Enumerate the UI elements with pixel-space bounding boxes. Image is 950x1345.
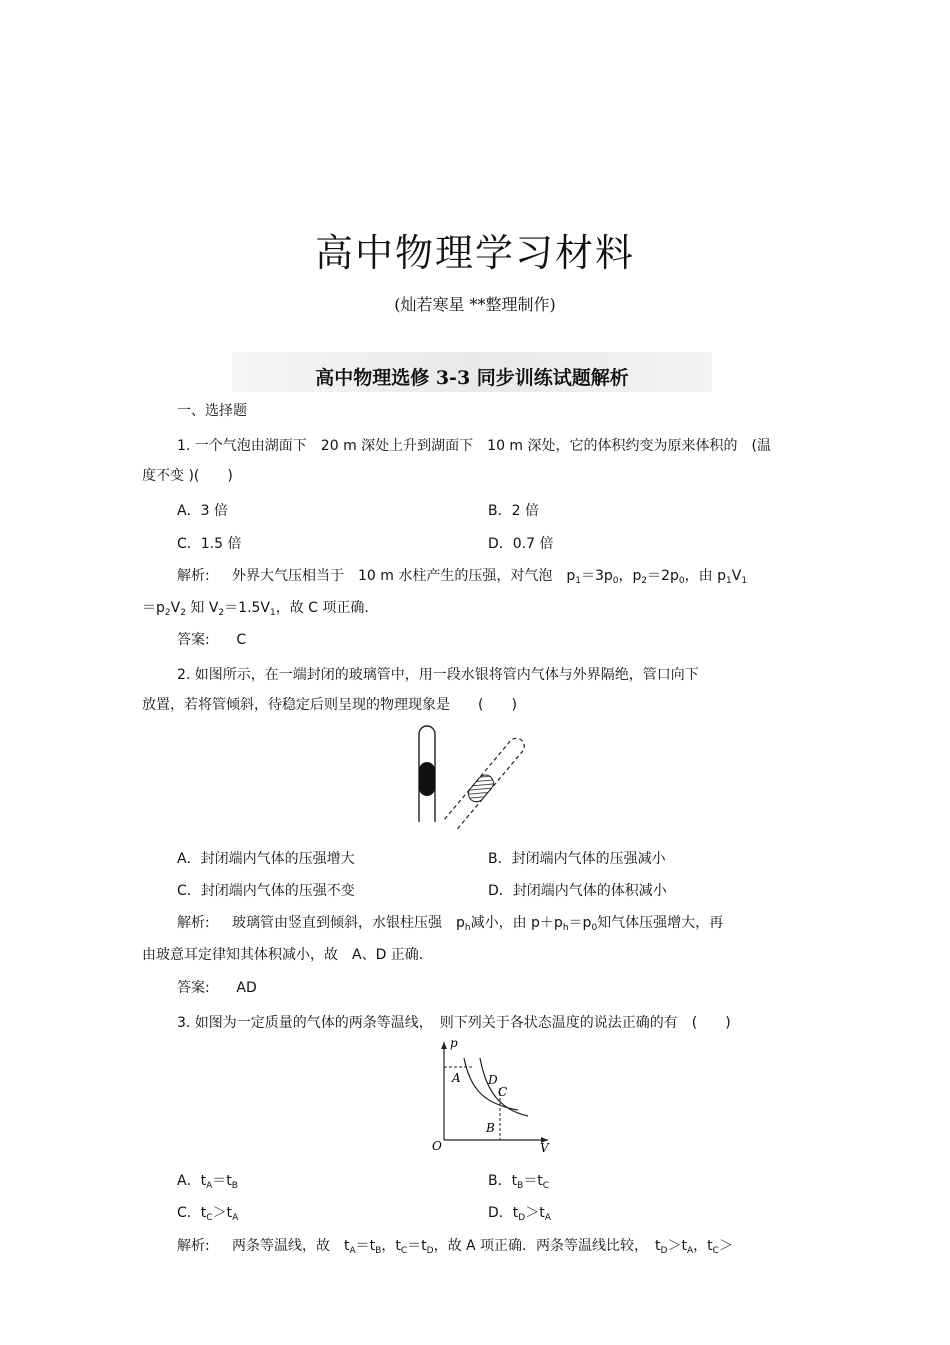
sub: 0 xyxy=(591,923,598,933)
text: ＞t xyxy=(212,1205,233,1221)
sub: h xyxy=(464,923,471,933)
isotherm-graph xyxy=(428,1036,558,1154)
label-c: C xyxy=(498,1085,508,1099)
text: ，故 A 项正确．两条等温线比较， t xyxy=(433,1238,661,1254)
q1-analysis-line1 xyxy=(177,565,747,586)
p-axis-arrow xyxy=(441,1042,447,1049)
analysis-label: 解析: xyxy=(177,1238,210,1254)
sub: 1 xyxy=(741,576,748,586)
label-b: B xyxy=(486,1121,495,1135)
text: ＞ xyxy=(718,1238,733,1254)
text: V xyxy=(731,568,742,584)
q1-analysis-line2 xyxy=(142,597,369,618)
q1-option-a: A．3 倍 xyxy=(177,503,228,519)
answer-value: AD xyxy=(236,980,257,996)
sub: A xyxy=(686,1246,694,1256)
text: B．t xyxy=(488,1173,518,1189)
sub: 2 xyxy=(218,608,225,618)
text: ＞t xyxy=(667,1238,687,1254)
analysis-label: 解析: xyxy=(177,568,210,584)
sub: A xyxy=(349,1246,356,1256)
text: 减小，由 p＋p xyxy=(470,915,563,931)
mercury-column-vertical xyxy=(419,762,435,796)
sub: B xyxy=(231,1181,238,1191)
sub: C xyxy=(400,1246,408,1256)
tilted-tube xyxy=(445,735,528,830)
sub: 1 xyxy=(726,576,732,586)
sub: A xyxy=(206,1181,213,1191)
sub: C xyxy=(712,1246,719,1256)
text: 外界大气压相当于 10 m 水柱产生的压强，对气泡 p xyxy=(231,568,576,584)
q3-option-a xyxy=(177,1170,238,1191)
sub: C xyxy=(542,1181,550,1191)
text: ，由 p xyxy=(684,568,726,584)
sub: D xyxy=(518,1213,526,1223)
q3-option-b xyxy=(488,1170,549,1191)
q1-option-c: C．1.5 倍 xyxy=(177,536,242,552)
q3-option-d xyxy=(488,1202,551,1223)
sub: 2 xyxy=(641,576,648,586)
q3-stem: 3. 如图为一定质量的气体的两条等温线， 则下列关于各状态温度的说法正确的有 ( ) xyxy=(177,1015,731,1031)
text: ，p xyxy=(618,568,642,584)
sub: 0 xyxy=(612,576,619,586)
text: ＞t xyxy=(525,1205,545,1221)
q1-stem-line1: 1. 一个气泡由湖面下 20 m 深处上升到湖面下 10 m 深处，它的体积约变为原来体积的 (温 xyxy=(177,438,771,454)
banner-title: 高中物理选修 3-3 同步训练试题解析 xyxy=(315,367,629,389)
text: ＝2p xyxy=(647,568,679,584)
text: 两条等温线，故 t xyxy=(231,1238,350,1254)
q2-stem-line1: 2. 如图所示，在一端封闭的玻璃管中，用一段水银将管内气体与外界隔绝，管口向下 xyxy=(177,667,699,683)
sub: B xyxy=(375,1246,382,1256)
q2-option-b: B．封闭端内气体的压强减小 xyxy=(488,851,666,867)
sub: h xyxy=(562,923,569,933)
q3-option-c xyxy=(177,1202,238,1223)
q2-option-a: A．封闭端内气体的压强增大 xyxy=(177,851,355,867)
q2-option-c: C．封闭端内气体的压强不变 xyxy=(177,883,355,899)
text: ＝1.5V xyxy=(224,600,270,616)
analysis-label: 解析: xyxy=(177,915,210,931)
sub: 2 xyxy=(164,608,171,618)
q2-answer xyxy=(177,977,257,997)
sub: 2 xyxy=(180,608,186,618)
sub: 0 xyxy=(678,576,685,586)
section-heading: 一、选择题 xyxy=(177,403,247,419)
text: ＝t xyxy=(407,1238,427,1254)
text: ＝t xyxy=(212,1173,232,1189)
sub: B xyxy=(517,1181,524,1191)
label-p: p xyxy=(450,1036,458,1050)
q2-analysis-line2: 由玻意耳定律知其体积减小，故 A、D 正确. xyxy=(142,947,424,963)
mercury-column-tilted xyxy=(465,772,497,805)
sub: D xyxy=(426,1246,434,1256)
page-subtitle: (灿若寒星 **整理制作) xyxy=(394,295,556,314)
sub: A xyxy=(544,1213,551,1223)
q1-answer xyxy=(177,629,246,649)
answer-value: C xyxy=(236,632,247,648)
text: ＝t xyxy=(523,1173,543,1189)
q2-analysis-line1 xyxy=(177,912,723,933)
label-origin: O xyxy=(432,1139,442,1153)
glass-tube-figure xyxy=(410,722,550,834)
sub: 1 xyxy=(270,608,276,618)
text: C．t xyxy=(177,1205,207,1221)
sub: D xyxy=(660,1246,668,1256)
sub: C xyxy=(206,1213,213,1223)
text: A．t xyxy=(177,1173,207,1189)
answer-label: 答案: xyxy=(177,980,210,996)
q1-option-b: B．2 倍 xyxy=(488,503,539,519)
q2-option-d: D．封闭端内气体的体积减小 xyxy=(488,883,667,899)
label-d: D xyxy=(488,1073,498,1087)
text: ，故 C 项正确. xyxy=(275,600,369,616)
text: ＝p xyxy=(568,915,592,931)
answer-label: 答案: xyxy=(177,632,210,648)
text: V xyxy=(170,600,181,616)
q1-stem-line2: 度不变 )( ) xyxy=(142,468,233,484)
text: 玻璃管由竖直到倾斜，水银柱压强 p xyxy=(231,915,465,931)
text: 知气体压强增大，再 xyxy=(597,915,724,931)
text: ，t xyxy=(381,1238,401,1254)
text: ＝3p xyxy=(580,568,613,584)
label-a: A xyxy=(452,1071,461,1085)
q3-analysis xyxy=(177,1235,733,1256)
label-v: V xyxy=(540,1141,549,1154)
q1-option-d: D．0.7 倍 xyxy=(488,536,554,552)
sub: 1 xyxy=(575,576,581,586)
text: ，t xyxy=(693,1238,713,1254)
page-title: 高中物理学习材料 xyxy=(314,231,635,275)
sub: A xyxy=(232,1213,239,1223)
text: ＝p xyxy=(142,600,165,616)
q2-stem-line2: 放置，若将管倾斜，待稳定后则呈现的物理现象是 ( ) xyxy=(142,697,517,713)
text: 知 V xyxy=(185,600,219,616)
text: ＝t xyxy=(355,1238,376,1254)
text: D．t xyxy=(488,1205,519,1221)
